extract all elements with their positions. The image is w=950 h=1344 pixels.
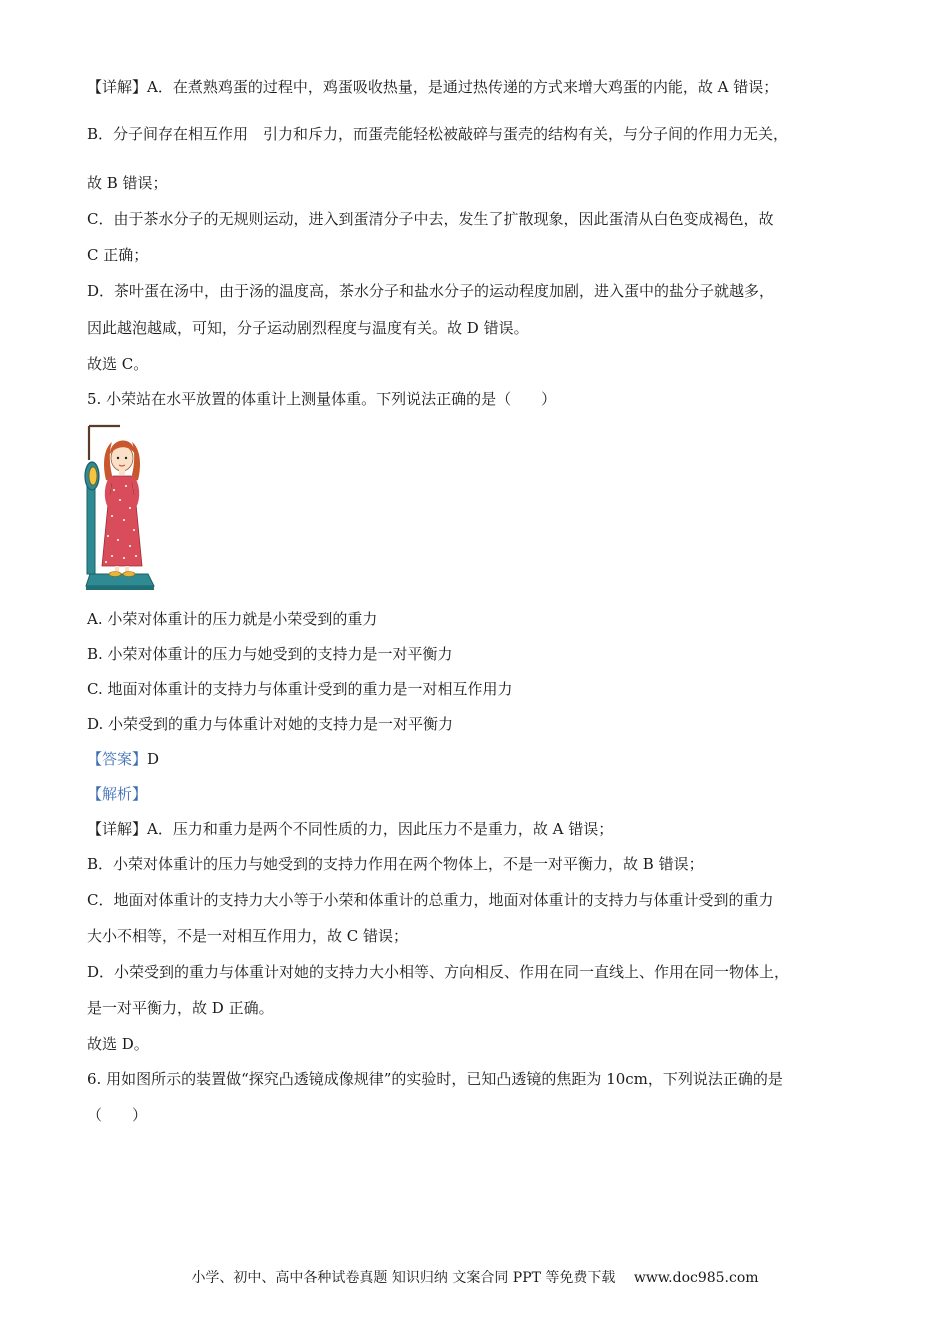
text-line: C．由于茶水分子的无规则运动，进入到蛋清分子中去，发生了扩散现象，因此蛋清从白色变成褐色，故 bbox=[87, 210, 774, 228]
text-line: B．分子间存在相互作用 引力和斥力，而蛋壳能轻松被敲碎与蛋壳的结构有关，与分子间的作用力无关， bbox=[87, 125, 789, 143]
text-line: （ ） bbox=[87, 1106, 148, 1124]
text-line: B．小荣对体重计的压力与她受到的支持力作用在两个物体上，不是一对平衡力，故 B 错误； bbox=[87, 855, 704, 873]
answer-line bbox=[87, 749, 159, 769]
text-line: 因此越泡越咸，可知，分子运动剧烈程度与温度有关。故 D 错误。 bbox=[87, 319, 529, 337]
text-line: D．小荣受到的重力与体重计对她的支持力大小相等、方向相反、作用在同一直线上、作用在同一物体上， bbox=[87, 963, 790, 981]
footer-text: 小学、初中、高中各种试卷真题 知识归纳 文案合同 PPT 等免费下载 www.doc985.com bbox=[191, 1270, 759, 1286]
option-d: D. 小荣受到的重力与体重计对她的支持力是一对平衡力 bbox=[87, 715, 454, 733]
text-line: 是一对平衡力，故 D 正确。 bbox=[87, 999, 274, 1017]
text-line: 故选 D。 bbox=[87, 1035, 149, 1053]
girl-on-scale-illustration bbox=[84, 420, 158, 592]
answer-label: 【答案】 bbox=[87, 750, 148, 768]
scale-platform bbox=[86, 574, 154, 590]
question-5-stem: 5. 小荣站在水平放置的体重计上测量体重。下列说法正确的是（ ） bbox=[87, 390, 557, 408]
option-b: B. 小荣对体重计的压力与她受到的支持力是一对平衡力 bbox=[87, 645, 453, 663]
option-a: A. 小荣对体重计的压力就是小荣受到的重力 bbox=[87, 610, 378, 628]
option-c: C. 地面对体重计的支持力与体重计受到的重力是一对相互作用力 bbox=[87, 680, 513, 698]
text-line: 大小不相等，不是一对相互作用力，故 C 错误； bbox=[87, 927, 409, 945]
text-line: C．地面对体重计的支持力大小等于小荣和体重计的总重力，地面对体重计的支持力与体重计受到的重力 bbox=[87, 891, 774, 909]
question-6-stem: 6. 用如图所示的装置做“探究凸透镜成像规律”的实验时，已知凸透镜的焦距为 10cm，下列说法正确的是 bbox=[87, 1070, 783, 1088]
girl-figure bbox=[102, 440, 142, 576]
text-line: C 正确； bbox=[87, 246, 149, 264]
answer-value: D bbox=[147, 750, 160, 768]
text-line: 故选 C。 bbox=[87, 355, 149, 373]
analysis-label: 【解析】 bbox=[87, 785, 148, 803]
text-line: 【详解】A．压力和重力是两个不同性质的力，因此压力不是重力，故 A 错误； bbox=[87, 820, 614, 838]
text-line: 【详解】A．在煮熟鸡蛋的过程中，鸡蛋吸收热量，是通过热传递的方式来增大鸡蛋的内能，故 A 错误； bbox=[87, 78, 779, 96]
text-line: D．茶叶蛋在汤中，由于汤的温度高，茶水分子和盐水分子的运动程度加剧，进入蛋中的盐分子就越多， bbox=[87, 282, 775, 300]
text-line: 故 B 错误； bbox=[87, 174, 168, 192]
